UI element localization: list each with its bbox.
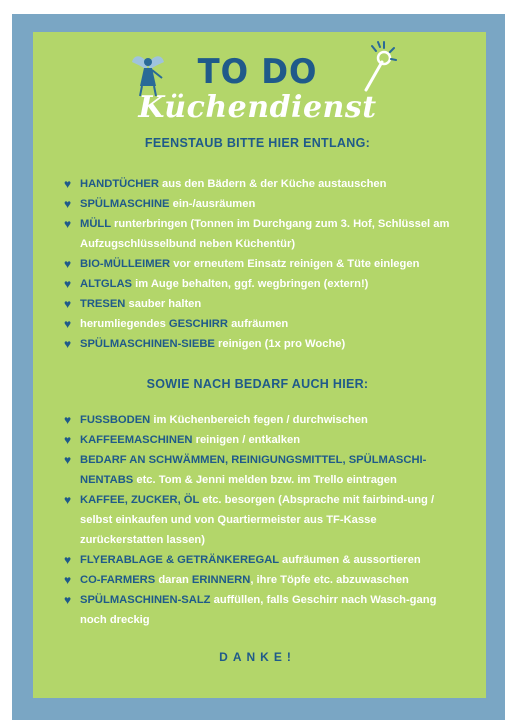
task-text: sauber halten [125, 298, 202, 310]
heart-icon: ♥ [64, 257, 72, 271]
heart-icon: ♥ [64, 433, 72, 447]
task-keyword: CO-FARMERS [80, 574, 156, 586]
thanks-text: DANKE! [219, 650, 296, 664]
task-keyword: SPÜLMASCHINEN-SIEBE [80, 338, 215, 350]
task-text: aufräumen [227, 318, 289, 330]
heart-icon: ♥ [64, 453, 72, 467]
regular-task-list [64, 174, 462, 354]
task-item [64, 430, 462, 450]
task-item [64, 590, 462, 630]
task-item [64, 214, 462, 254]
heart-icon: ♥ [64, 197, 72, 211]
task-text: im Auge behalten, ggf. wegbringen (extern!) [132, 278, 369, 290]
task-item [64, 450, 462, 490]
task-text: aus den Bädern & der Küche austauschen [158, 178, 387, 190]
task-keyword: FUSSBODEN [80, 414, 151, 426]
heart-icon: ♥ [64, 553, 72, 567]
page-subtitle: Küchendienst [138, 90, 377, 125]
heart-icon: ♥ [64, 177, 72, 191]
task-keyword: HANDTÜCHER [80, 178, 159, 190]
task-text: etc. Tom & Jenni melden bzw. im Trello eintragen [133, 474, 397, 486]
task-item [64, 294, 462, 314]
task-text: aufräumen & aussortieren [278, 554, 421, 566]
task-keyword: BIO-MÜLLEIMER [80, 258, 171, 270]
heart-icon: ♥ [64, 593, 72, 607]
task-text: ein-/ausräumen [169, 198, 256, 210]
task-item [64, 550, 462, 570]
as-needed-heading: SOWIE NACH BEDARF AUCH HIER: [146, 377, 369, 391]
task-text: runterbringen (Tonnen im Durchgang zum 3. Hof, Schlüssel am Aufzugschlüsselbund neben Küchentür) [80, 218, 450, 250]
task-keyword: KAFFEEMASCHINEN [80, 434, 193, 446]
heart-icon: ♥ [64, 317, 72, 331]
task-text: reinigen / entkalken [192, 434, 301, 446]
heart-icon: ♥ [64, 297, 72, 311]
task-text: , ihre Töpfe etc. abzuwaschen [250, 574, 409, 586]
task-text: reinigen (1x pro Woche) [214, 338, 346, 350]
heart-icon: ♥ [64, 573, 72, 587]
heart-icon: ♥ [64, 337, 72, 351]
task-text: auffüllen, falls Geschirr nach Wasch-gang noch dreckig [80, 594, 437, 626]
task-keyword: MÜLL [80, 218, 111, 230]
task-keyword: FLYERABLAGE & GETRÄNKEREGAL [80, 554, 279, 566]
task-text: daran [155, 574, 192, 586]
page-title: TO DO [197, 52, 318, 92]
heart-icon: ♥ [64, 217, 72, 231]
task-keyword: ERINNERN [191, 574, 251, 586]
task-keyword: ALTGLAS [80, 278, 132, 290]
task-item [64, 334, 462, 354]
task-item [64, 254, 462, 274]
intro-heading: FEENSTAUB BITTE HIER ENTLANG: [144, 136, 371, 150]
task-keyword: SPÜLMASCHINEN-SALZ [80, 594, 211, 606]
task-item [64, 274, 462, 294]
task-text: etc. besorgen (Absprache mit fairbind-ung / selbst einkaufen und von Quartiermeister aus TF-Kasse zurückerstatten lassen) [80, 494, 435, 546]
as-needed-task-list [64, 410, 462, 630]
task-item [64, 194, 462, 214]
task-item [64, 570, 462, 590]
task-item [64, 314, 462, 334]
heart-icon: ♥ [64, 493, 72, 507]
task-keyword: KAFFEE, ZUCKER, ÖL [80, 494, 200, 506]
task-text: vor erneutem Einsatz reinigen & Tüte einlegen [170, 258, 420, 270]
task-text: im Küchenbereich fegen / durchwischen [150, 414, 368, 426]
task-text: herumliegendes [80, 318, 169, 330]
task-keyword: GESCHIRR [168, 318, 228, 330]
heart-icon: ♥ [64, 413, 72, 427]
task-item [64, 490, 462, 550]
task-keyword: BEDARF AN SCHWÄMMEN, REINIGUNGSMITTEL, SPÜLMASCHI-NENTABS [80, 454, 427, 486]
heart-icon: ♥ [64, 277, 72, 291]
task-keyword: TRESEN [80, 298, 126, 310]
task-item [64, 410, 462, 430]
task-keyword: SPÜLMASCHINE [80, 198, 170, 210]
task-item [64, 174, 462, 194]
